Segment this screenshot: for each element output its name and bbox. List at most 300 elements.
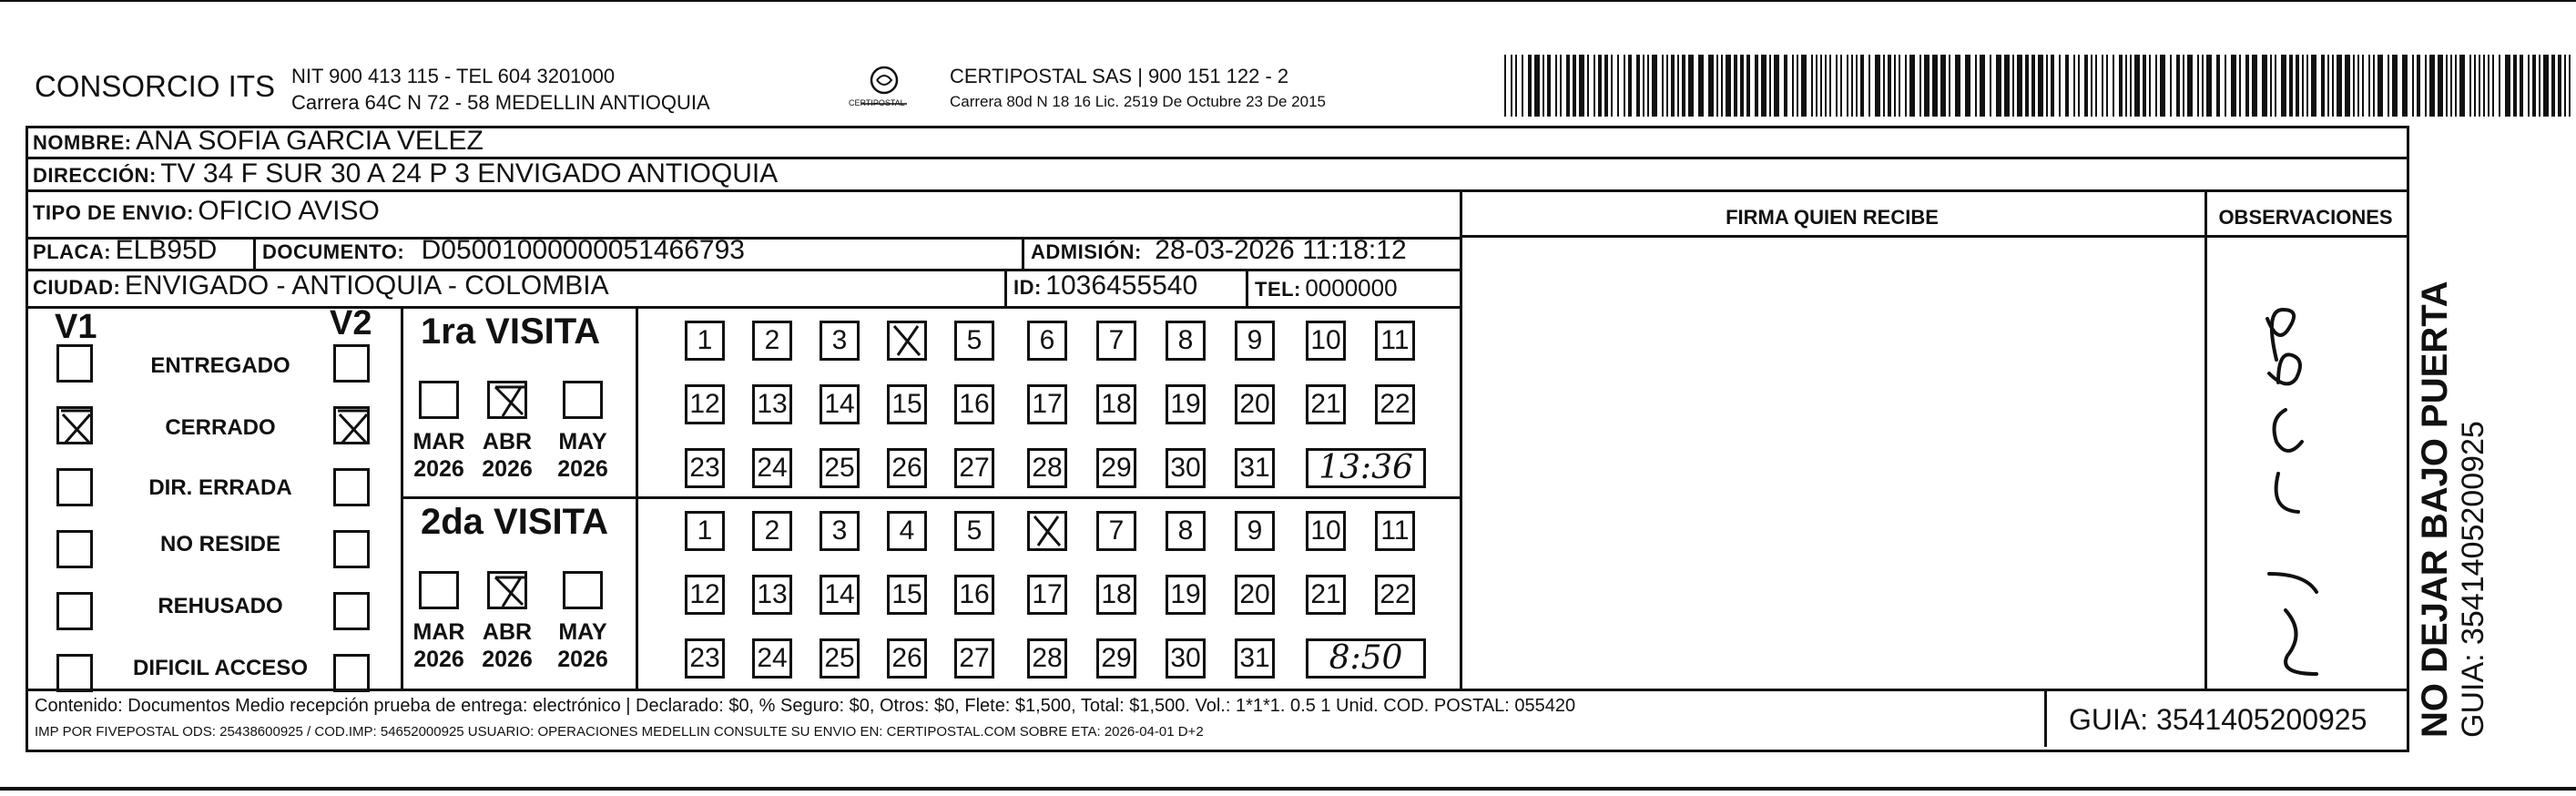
month-name: MAR (412, 429, 465, 454)
day-checkbox[interactable]: 5 (954, 321, 994, 361)
barcode-bar (1899, 55, 1900, 117)
day-checkbox[interactable]: 2 (752, 321, 792, 361)
day-checkbox[interactable]: 15 (887, 575, 927, 615)
barcode-bar (1755, 55, 1758, 117)
barcode-bar (2368, 55, 2370, 117)
barcode (1502, 55, 2576, 118)
barcode-bar (1883, 55, 1885, 117)
footer-guia: GUIA: 3541405200925 (2069, 703, 2367, 736)
tel-label: TEL: (1255, 278, 1301, 301)
barcode-bar (2520, 55, 2523, 117)
day-checkbox[interactable]: 26 (887, 448, 927, 488)
barcode-bar (1566, 55, 1570, 117)
barcode-bar (1761, 55, 1767, 117)
day-checkbox[interactable]: 8 (1166, 321, 1206, 361)
row-line (1460, 235, 2407, 238)
barcode-bar (1682, 55, 1685, 117)
barcode-bar (1716, 55, 1718, 117)
barcode-bar (1769, 55, 1771, 117)
barcode-bar (1734, 55, 1737, 117)
documento-value: D05001000000051466793 (421, 235, 745, 265)
observaciones-header: OBSERVACIONES (2218, 206, 2393, 229)
barcode-bar (2327, 55, 2329, 117)
day-checkbox[interactable]: 25 (820, 638, 860, 679)
barcode-bar (1726, 55, 1731, 117)
barcode-bar (2149, 55, 2151, 117)
certipostal-logo-icon (852, 62, 916, 117)
status-label: CERRADO (165, 415, 276, 440)
barcode-bar (1624, 55, 1625, 117)
day-checkbox[interactable]: 10 (1306, 511, 1346, 551)
status-checkbox-v2[interactable] (333, 530, 370, 568)
barcode-bar (2474, 55, 2476, 117)
month-checkbox[interactable] (487, 381, 527, 419)
check-mark-icon (490, 383, 530, 422)
check-mark-icon (1027, 511, 1067, 551)
footer-line1: Contenido: Documentos Medio recepción prueba de entrega: electrónico | Declarado: $0, % Seguro: $0, Otros: $0, Flete: $1,500, Total: $1,500. Vol.: 1*1*1. 0.5 1 Unid. COD. POSTAL: 055420 (35, 696, 1576, 716)
day-checkbox[interactable]: 7 (1096, 511, 1136, 551)
day-checkbox[interactable]: 19 (1166, 384, 1206, 424)
barcode-bar (2492, 55, 2494, 117)
status-label: DIFICIL ACCESO (132, 656, 308, 680)
direccion-label: DIRECCIÓN: (33, 164, 157, 187)
col-line (1460, 189, 1462, 689)
month-checkbox[interactable] (419, 381, 459, 419)
month-year: 2026 (557, 647, 608, 672)
barcode-bar (2084, 55, 2088, 117)
barcode-bar (1811, 55, 1813, 117)
ciudad-row (33, 270, 609, 301)
barcode-bar (2004, 55, 2010, 117)
month-label (471, 618, 544, 673)
barcode-bar (1617, 55, 1619, 117)
barcode-bar (2362, 55, 2364, 117)
barcode-bar (1598, 55, 1602, 117)
barcode-bar (2059, 55, 2061, 117)
status-label: ENTREGADO (150, 353, 290, 378)
barcode-bar (2528, 55, 2530, 117)
id-row (1013, 270, 1197, 301)
barcode-bar (2438, 55, 2443, 117)
barcode-bar (1628, 55, 1632, 117)
direccion-row (33, 158, 778, 189)
barcode-bar (2505, 55, 2510, 117)
barcode-bar (1924, 55, 1929, 117)
barcode-bar (1975, 55, 1977, 117)
barcode-bar (1721, 55, 1723, 117)
day-checkbox[interactable]: 2 (752, 511, 792, 551)
day-checkbox[interactable]: 13 (752, 575, 792, 615)
sender-name: CONSORCIO ITS (35, 69, 276, 103)
barcode-bar (2025, 55, 2029, 117)
barcode-bar (2017, 55, 2022, 117)
month-label (471, 428, 544, 483)
barcode-bar (1829, 55, 1831, 117)
day-checkbox[interactable]: 7 (1096, 321, 1136, 361)
barcode-bar (2183, 55, 2184, 117)
barcode-bar (1543, 55, 1544, 117)
barcode-bar (1708, 55, 1714, 117)
check-mark-icon (336, 409, 372, 447)
status-checkbox-v2[interactable] (333, 344, 370, 383)
barcode-bar (1666, 55, 1668, 117)
barcode-bar (2564, 55, 2566, 117)
barcode-bar (1662, 55, 1664, 117)
check-mark-icon (59, 409, 96, 447)
visit-separator (401, 496, 1460, 499)
status-checkbox-v1[interactable] (56, 592, 93, 630)
day-checkbox[interactable]: 18 (1096, 575, 1136, 615)
visit-title: 1ra VISITA (421, 311, 601, 352)
day-checkbox[interactable]: 1 (685, 511, 725, 551)
barcode-bar (1677, 55, 1679, 117)
month-label (402, 428, 475, 483)
nombre-row (33, 126, 484, 157)
month-label (546, 428, 619, 483)
status-checkbox-v1[interactable] (56, 344, 93, 383)
barcode-bar (2038, 55, 2043, 117)
barcode-bar (2239, 55, 2241, 117)
barcode-bar (1797, 55, 1798, 117)
barcode-bar (1860, 55, 1864, 117)
day-checkbox[interactable] (887, 321, 927, 361)
barcode-bar (2306, 55, 2308, 117)
placa-value: ELB95D (115, 235, 218, 265)
barcode-bar (2392, 55, 2398, 117)
barcode-bar (2479, 55, 2480, 117)
barcode-bar (2353, 55, 2355, 117)
barcode-bar (1587, 55, 1589, 117)
row-line (25, 189, 2407, 192)
month-year: 2026 (557, 456, 608, 482)
day-checkbox[interactable]: 31 (1235, 448, 1275, 488)
barcode-bar (1940, 55, 1946, 117)
side-block (2415, 146, 2491, 738)
day-checkbox[interactable]: 1 (685, 321, 725, 361)
month-name: MAR (412, 619, 465, 645)
barcode-bar (1784, 55, 1787, 117)
barcode-bar (2425, 55, 2427, 117)
certipostal-logo-text: CERTIPOSTAL (849, 98, 905, 107)
barcode-bar (2051, 55, 2054, 117)
day-checkbox[interactable]: 6 (1027, 321, 1067, 361)
col-line (2044, 689, 2047, 747)
barcode-bar (1604, 55, 1608, 117)
barcode-bar (2513, 55, 2517, 117)
footer-line2: IMP POR FIVEPOSTAL ODS: 25438600925 / COD.IMP: 54652000925 USUARIO: OPERACIONES MEDELLIN CONSULTE SU ENVIO EN: CERTIPOSTAL.COM SOBRE ETA: 2026-04-01 D+2 (35, 724, 1204, 740)
barcode-bar (1990, 55, 1991, 117)
day-checkbox[interactable]: 29 (1096, 448, 1136, 488)
barcode-bar (2231, 55, 2236, 117)
tel-row (1255, 274, 1398, 302)
barcode-bar (2095, 55, 2097, 117)
day-checkbox[interactable]: 9 (1235, 511, 1275, 551)
barcode-bar (2402, 55, 2408, 117)
month-label (402, 618, 475, 673)
ciudad-value: ENVIGADO - ANTIOQUIA - COLOMBIA (124, 270, 609, 301)
barcode-bar (2532, 55, 2536, 117)
barcode-bar (2337, 55, 2342, 117)
barcode-bar (1528, 55, 1532, 117)
day-checkbox[interactable]: 10 (1306, 321, 1346, 361)
barcode-bar (2345, 55, 2350, 117)
barcode-bar (1792, 55, 1794, 117)
barcode-bar (2091, 55, 2092, 117)
barcode-bar (2469, 55, 2471, 117)
barcode-bar (2197, 55, 2199, 117)
month-checkbox[interactable] (487, 571, 527, 609)
month-name: MAY (558, 429, 607, 454)
barcode-bar (1980, 55, 1985, 117)
barcode-bar (2031, 55, 2035, 117)
placa-row (33, 235, 217, 266)
month-checkbox[interactable] (563, 381, 603, 419)
barcode-bar (2216, 55, 2220, 117)
day-checkbox[interactable]: 28 (1027, 448, 1067, 488)
day-checkbox[interactable] (1027, 511, 1067, 551)
barcode-bar (2130, 55, 2132, 117)
barcode-bar (2569, 55, 2571, 117)
day-checkbox[interactable]: 12 (685, 384, 725, 424)
day-checkbox[interactable]: 21 (1306, 384, 1346, 424)
barcode-bar (2551, 55, 2555, 117)
barcode-bar (2125, 55, 2127, 117)
barcode-bar (2499, 55, 2500, 117)
barcode-bar (1905, 55, 1907, 117)
barcode-bar (1894, 55, 1896, 117)
barcode-bar (2417, 55, 2420, 117)
day-checkbox[interactable]: 21 (1306, 575, 1346, 615)
day-checkbox[interactable]: 19 (1166, 575, 1206, 615)
documento-row (262, 235, 745, 266)
day-checkbox[interactable]: 9 (1235, 321, 1275, 361)
time-box[interactable]: 13:36 (1306, 448, 1426, 488)
day-checkbox[interactable]: 28 (1027, 638, 1067, 679)
day-checkbox[interactable]: 18 (1096, 384, 1136, 424)
month-year: 2026 (413, 456, 464, 482)
barcode-bar (1965, 55, 1970, 117)
day-checkbox[interactable]: 25 (820, 448, 860, 488)
barcode-bar (2206, 55, 2212, 117)
day-checkbox[interactable]: 3 (820, 321, 860, 361)
barcode-bar (2321, 55, 2325, 117)
status-checkbox-v1[interactable] (56, 654, 93, 692)
barcode-bar (2483, 55, 2485, 117)
day-checkbox[interactable]: 27 (954, 448, 994, 488)
barcode-bar (2543, 55, 2549, 117)
barcode-bar (1547, 55, 1551, 117)
barcode-bar (2455, 55, 2457, 117)
barcode-bar (1746, 55, 1750, 117)
barcode-bar (2539, 55, 2540, 117)
barcode-bar (2187, 55, 2193, 117)
day-checkbox[interactable]: 11 (1375, 511, 1415, 551)
check-mark-icon (887, 321, 927, 361)
footer-line (25, 689, 2407, 691)
side-guia: GUIA: 3541405200925 (2456, 421, 2490, 738)
day-checkbox[interactable]: 4 (887, 511, 927, 551)
day-checkbox[interactable]: 17 (1027, 384, 1067, 424)
tipo-label: TIPO DE ENVIO: (33, 201, 194, 224)
barcode-bar (1801, 55, 1807, 117)
barcode-bar (2102, 55, 2103, 117)
day-checkbox[interactable]: 11 (1375, 321, 1415, 361)
day-checkbox[interactable]: 22 (1375, 575, 1415, 615)
barcode-bar (2429, 55, 2435, 117)
admision-row (1031, 235, 1407, 266)
barcode-bar (2073, 55, 2075, 117)
bottom-rule (0, 787, 2576, 791)
day-checkbox[interactable]: 15 (887, 384, 927, 424)
signature-mark (2215, 273, 2397, 692)
admision-label: ADMISIÓN: (1031, 240, 1142, 263)
status-label: NO RESIDE (159, 532, 281, 556)
day-checkbox[interactable]: 5 (954, 511, 994, 551)
status-checkbox-v1[interactable] (56, 530, 93, 568)
day-checkbox[interactable]: 16 (954, 575, 994, 615)
barcode-bar (2202, 55, 2204, 117)
tipo-row (33, 196, 380, 227)
barcode-bar (2412, 55, 2414, 117)
status-checkbox-v2[interactable] (333, 406, 370, 444)
barcode-bar (2373, 55, 2375, 117)
v1-label: V1 (55, 308, 97, 346)
barcode-bar (2262, 55, 2267, 117)
id-value: 1036455540 (1045, 270, 1198, 301)
month-year: 2026 (482, 456, 533, 482)
barcode-bar (2119, 55, 2123, 117)
barcode-bar (1555, 55, 1557, 117)
barcode-bar (2225, 55, 2226, 117)
day-checkbox[interactable]: 24 (752, 638, 792, 679)
month-name: MAY (558, 619, 607, 645)
barcode-bar (1825, 55, 1827, 117)
barcode-bar (1560, 55, 1562, 117)
day-checkbox[interactable]: 20 (1235, 384, 1275, 424)
status-checkbox-v1[interactable] (56, 468, 93, 506)
barcode-bar (1816, 55, 1817, 117)
barcode-bar (2357, 55, 2359, 117)
day-checkbox[interactable]: 14 (820, 575, 860, 615)
barcode-bar (1996, 55, 2001, 117)
barcode-bar (1593, 55, 1595, 117)
status-label: REHUSADO (158, 594, 283, 618)
day-checkbox[interactable]: 24 (752, 448, 792, 488)
status-checkbox-v2[interactable] (333, 592, 370, 630)
tipo-value: OFICIO AVISO (198, 196, 380, 226)
barcode-bar (1698, 55, 1704, 117)
status-checkbox-v2[interactable] (333, 654, 370, 692)
day-checkbox[interactable]: 23 (685, 638, 725, 679)
barcode-bar (1522, 55, 1523, 117)
barcode-bar (1573, 55, 1576, 117)
barcode-bar (1671, 55, 1675, 117)
day-checkbox[interactable]: 27 (954, 638, 994, 679)
day-checkbox[interactable]: 31 (1235, 638, 1275, 679)
barcode-bar (2143, 55, 2146, 117)
day-checkbox[interactable]: 30 (1166, 448, 1206, 488)
barcode-bar (1836, 55, 1838, 117)
barcode-bar (2281, 55, 2286, 117)
status-checkbox-v1[interactable] (56, 406, 93, 444)
barcode-bar (2065, 55, 2069, 117)
barcode-bar (2488, 55, 2489, 117)
sender-line2: Carrera 64C N 72 - 58 MEDELLIN ANTIOQUIA (291, 91, 710, 114)
barcode-bar (1847, 55, 1848, 117)
day-checkbox[interactable]: 22 (1375, 384, 1415, 424)
barcode-bar (2377, 55, 2383, 117)
day-checkbox[interactable]: 3 (820, 511, 860, 551)
barcode-bar (2046, 55, 2048, 117)
barcode-bar (2012, 55, 2014, 117)
day-checkbox[interactable]: 13 (752, 384, 792, 424)
certipostal-logo (852, 62, 916, 117)
time-box[interactable]: 8:50 (1306, 638, 1426, 679)
barcode-bar (1868, 55, 1870, 117)
status-checkbox-v2[interactable] (333, 468, 370, 506)
check-mark-icon (490, 574, 530, 612)
barcode-bar (1611, 55, 1613, 117)
v2-label: V2 (330, 304, 372, 342)
barcode-bar (2106, 55, 2108, 117)
barcode-bar (2270, 55, 2272, 117)
barcode-bar (1875, 55, 1880, 117)
barcode-bar (2170, 55, 2172, 117)
barcode-bar (1932, 55, 1938, 117)
barcode-bar (1909, 55, 1915, 117)
barcode-bar (2113, 55, 2114, 117)
firma-header: FIRMA QUIEN RECIBE (1726, 206, 1939, 229)
barcode-bar (1919, 55, 1921, 117)
barcode-bar (1534, 55, 1540, 117)
barcode-bar (2245, 55, 2249, 117)
barcode-bar (1515, 55, 1517, 117)
barcode-bar (1579, 55, 1584, 117)
day-checkbox[interactable]: 20 (1235, 575, 1275, 615)
month-checkbox[interactable] (419, 571, 459, 609)
barcode-bar (1740, 55, 1744, 117)
day-checkbox[interactable]: 16 (954, 384, 994, 424)
barcode-bar (1652, 55, 1657, 117)
barcode-bar (2459, 55, 2465, 117)
barcode-bar (2332, 55, 2334, 117)
day-checkbox[interactable]: 26 (887, 638, 927, 679)
status-label: DIR. ERRADA (148, 475, 292, 500)
carrier-line1: CERTIPOSTAL SAS | 900 151 122 - 2 (950, 65, 1289, 87)
admision-value: 28-03-2026 11:18:12 (1155, 235, 1407, 265)
day-checkbox[interactable]: 12 (685, 575, 725, 615)
month-name: ABR (482, 619, 533, 645)
day-checkbox[interactable]: 30 (1166, 638, 1206, 679)
barcode-bar (2252, 55, 2257, 117)
barcode-bar (1511, 55, 1512, 117)
day-checkbox[interactable]: 17 (1027, 575, 1067, 615)
barcode-bar (1688, 55, 1694, 117)
barcode-bar (1504, 55, 1506, 117)
col-line (1246, 269, 1248, 306)
day-checkbox[interactable]: 23 (685, 448, 725, 488)
day-checkbox[interactable]: 8 (1166, 511, 1206, 551)
month-checkbox[interactable] (563, 571, 603, 609)
month-year: 2026 (413, 647, 464, 672)
nombre-label: NOMBRE: (33, 131, 132, 154)
carrier-line2: Carrera 80d N 18 16 Lic. 2519 De Octubre 23 De 2015 (950, 93, 1326, 110)
day-checkbox[interactable]: 14 (820, 384, 860, 424)
barcode-bar (1643, 55, 1644, 117)
barcode-bar (1840, 55, 1842, 117)
day-checkbox[interactable]: 29 (1096, 638, 1136, 679)
col-line (253, 237, 256, 269)
